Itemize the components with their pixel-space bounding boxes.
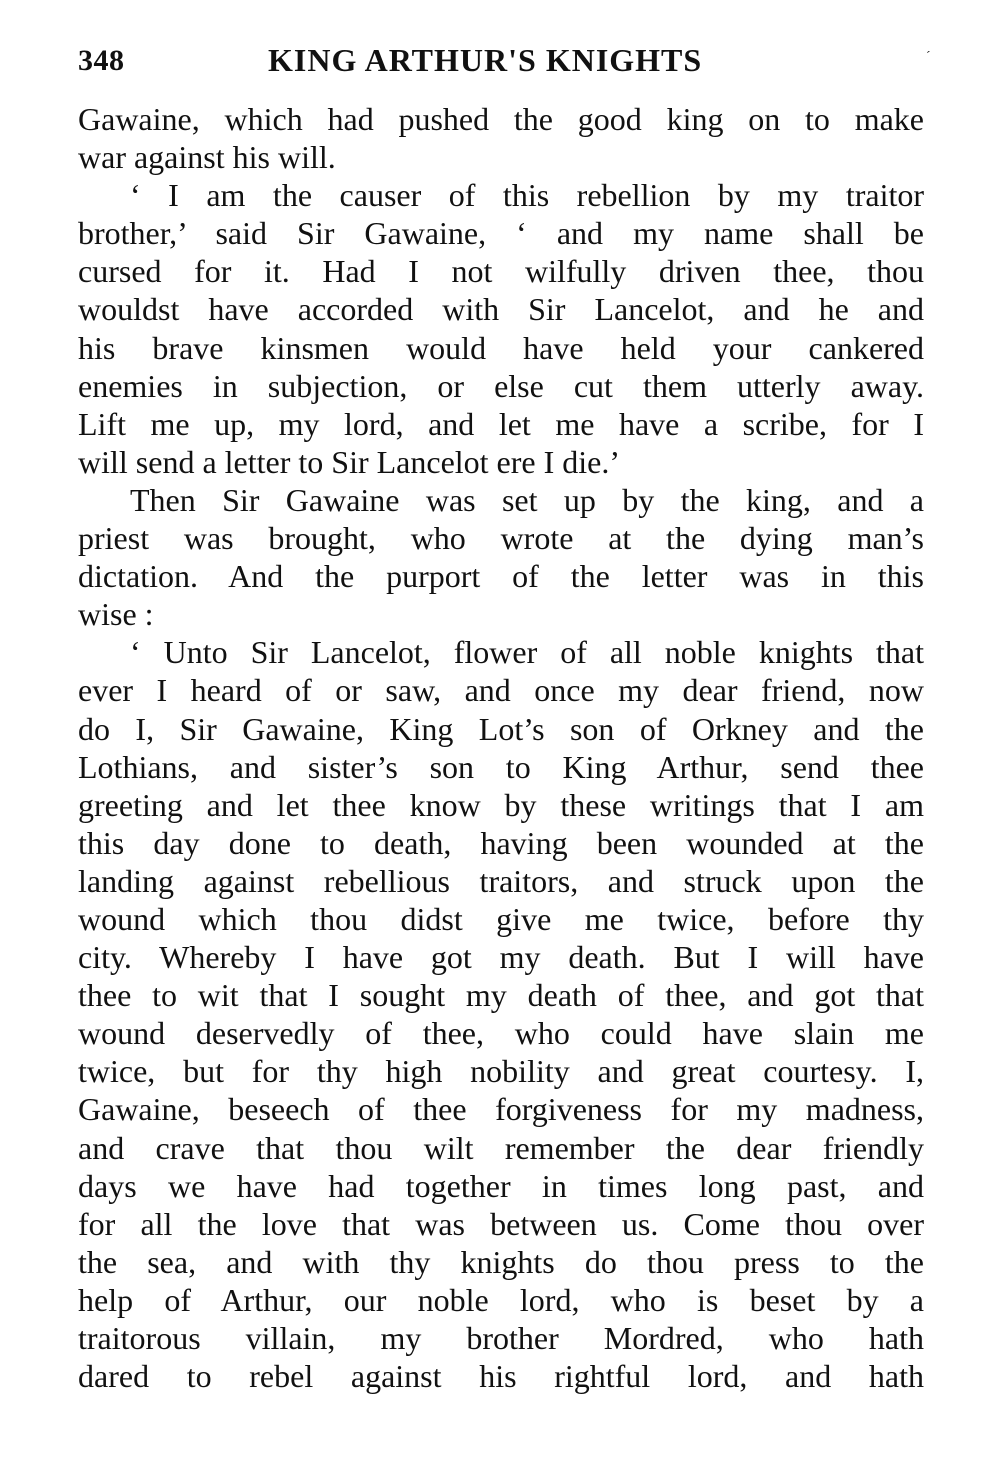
- text-line: enemies in subjection, or else cut them utterly away.: [78, 367, 924, 404]
- text-line: Then Sir Gawaine was set up by the king, and a: [130, 481, 924, 518]
- text-line: his brave kinsmen would have held your cankered: [78, 329, 924, 366]
- text-line: twice, but for thy high nobility and great courtesy. I,: [78, 1053, 924, 1090]
- text-line: days we have had together in times long past, and: [78, 1167, 924, 1204]
- text-line: cursed for it. Had I not wilfully driven thee, thou: [78, 253, 924, 290]
- paragraph: [78, 100, 924, 176]
- text-line: Gawaine, which had pushed the good king on to make: [78, 101, 924, 137]
- text-line: wouldst have accorded with Sir Lancelot, and he and: [78, 291, 924, 328]
- text-line: do I, Sir Gawaine, King Lot’s son of Orkney and the: [78, 710, 924, 747]
- text-line: Lothians, and sister’s son to King Arthur, send thee: [78, 748, 924, 785]
- text-line: brother,’ said Sir Gawaine, ‘ and my name shall be: [78, 215, 924, 252]
- text-line: war against his will.: [78, 139, 336, 176]
- text-line: thee to wit that I sought my death of thee, and got that: [78, 977, 924, 1014]
- running-head: [78, 40, 926, 90]
- page-number: 348: [78, 44, 125, 77]
- text-line: this day done to death, having been wounded at the: [78, 824, 924, 861]
- text-line: dared to rebel against his rightful lord, and hath: [78, 1358, 924, 1395]
- text-line: wound deservedly of thee, who could have slain me: [78, 1015, 924, 1052]
- paragraph: [78, 176, 924, 481]
- text-line: wound which thou didst give me twice, before thy: [78, 900, 924, 937]
- text-line: the sea, and with thy knights do thou press to the: [78, 1243, 924, 1280]
- text-line: dictation. And the purport of the letter was in this: [78, 558, 924, 595]
- text-line: for all the love that was between us. Come thou over: [78, 1205, 924, 1242]
- text-line: landing against rebellious traitors, and struck upon the: [78, 862, 924, 899]
- text-line: will send a letter to Sir Lancelot ere I die.’: [78, 443, 621, 480]
- text-line: ever I heard of or saw, and once my dear friend, now: [78, 672, 924, 709]
- text-line: ‘ Unto Sir Lancelot, flower of all noble knights that: [130, 634, 924, 671]
- text-line: traitorous villain, my brother Mordred, who hath: [78, 1320, 924, 1356]
- text-line: Gawaine, beseech of thee forgiveness for my madness,: [78, 1091, 924, 1128]
- text-line: and crave that thou wilt remember the dear friendly: [78, 1129, 924, 1166]
- text-line: greeting and let thee know by these writings that I am: [78, 786, 924, 823]
- text-line: ‘ I am the causer of this rebellion by my traitor: [130, 177, 924, 214]
- text-line: priest was brought, who wrote at the dying man’s: [78, 520, 924, 557]
- text-line: city. Whereby I have got my death. But I will have: [78, 939, 924, 976]
- paragraph: [78, 481, 924, 633]
- text-line: Lift me up, my lord, and let me have a scribe, for I: [78, 405, 924, 442]
- text-line: help of Arthur, our noble lord, who is beset by a: [78, 1281, 924, 1318]
- text-line: wise :: [78, 596, 154, 633]
- body-text: [78, 100, 924, 1395]
- paragraph: [78, 633, 924, 1395]
- book-title: KING ARTHUR'S KNIGHTS: [268, 42, 703, 78]
